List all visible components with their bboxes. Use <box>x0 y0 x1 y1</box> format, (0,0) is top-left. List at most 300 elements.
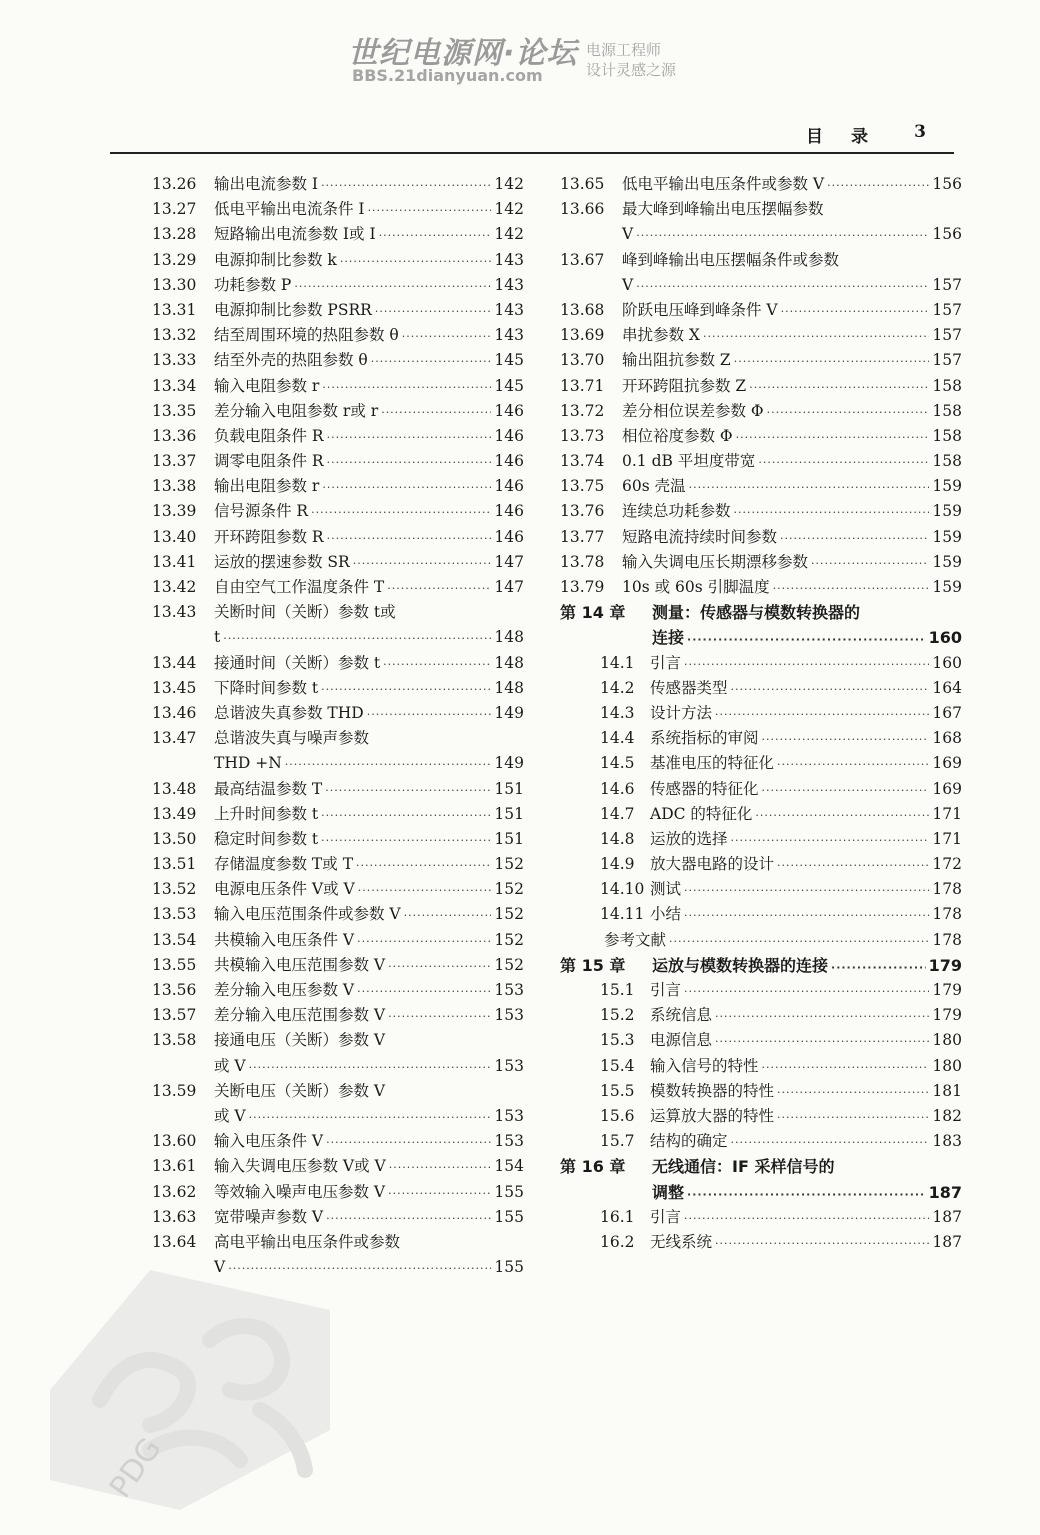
toc-entry-number: 13.73 <box>560 426 605 445</box>
toc-entry-number: 13.68 <box>560 300 605 319</box>
dot-leader <box>762 1055 930 1080</box>
header-title: 目录 <box>806 127 896 147</box>
dot-leader <box>371 349 492 374</box>
toc-entry-number: 15.1 <box>600 981 635 1000</box>
dot-leader <box>327 425 492 450</box>
toc-entry-number: 13.64 <box>152 1232 197 1251</box>
toc-entry-leader <box>622 449 962 475</box>
toc-entry-title: 引言 <box>650 653 682 672</box>
toc-entry-number: 13.51 <box>152 855 197 874</box>
toc-entry-page: 152 <box>494 930 524 949</box>
toc-entry-leader <box>214 575 524 601</box>
dot-leader <box>684 878 929 903</box>
toc-entry <box>152 777 524 802</box>
toc-entry-leader <box>214 172 524 198</box>
toc-entry-number: 13.32 <box>152 326 197 345</box>
dot-leader <box>358 878 492 903</box>
watermark-slogan-line: 设计灵感之源 <box>586 61 677 79</box>
dot-leader <box>684 903 929 928</box>
toc-entry-number: 16.2 <box>600 1232 635 1251</box>
toc-column-right <box>560 172 962 1255</box>
toc-entry-title-cont: 连接 <box>652 628 685 648</box>
site-watermark <box>348 28 708 92</box>
toc-entry-number: 13.69 <box>560 326 605 345</box>
toc-entry-title: 接通时间（关断）参数 t <box>214 653 381 672</box>
toc-entry-page: 147 <box>494 552 524 571</box>
toc-entry-number: 14.9 <box>600 855 635 874</box>
toc-entry-page: 167 <box>932 703 962 722</box>
toc-entry-number: 13.34 <box>152 376 197 395</box>
dot-leader <box>367 702 492 727</box>
toc-entry-leader <box>650 1129 962 1155</box>
toc-entry-leader <box>622 348 962 374</box>
toc-entry-title: 传感器类型 <box>650 678 728 697</box>
toc-entry-number: 13.40 <box>152 527 197 546</box>
toc-entry-page: 155 <box>494 1258 524 1277</box>
toc-entry-number: 13.55 <box>152 955 197 974</box>
toc-entry-leader <box>622 424 962 450</box>
toc-entry-leader <box>650 651 962 677</box>
dot-leader <box>402 324 492 349</box>
toc-entry <box>560 323 962 348</box>
toc-entry-number: 13.53 <box>152 905 197 924</box>
toc-entry-page: 148 <box>494 653 524 672</box>
toc-entry <box>152 600 524 650</box>
toc-entry <box>560 248 962 298</box>
toc-entry <box>152 474 524 499</box>
toc-entry-page: 164 <box>932 678 962 697</box>
dot-leader <box>777 752 929 777</box>
dot-leader <box>684 652 929 677</box>
toc-entry <box>152 978 524 1003</box>
toc-entry-leader <box>622 499 962 525</box>
page-number: 3 <box>914 122 926 142</box>
dot-leader <box>755 803 929 828</box>
toc-entry <box>152 1028 524 1078</box>
dot-leader <box>636 223 929 248</box>
dot-leader <box>689 475 930 500</box>
toc-entry-page: 157 <box>932 326 962 345</box>
toc-entry <box>560 449 962 474</box>
toc-entry-title: 输出电阻参数 r <box>214 477 320 496</box>
toc-entry-leader <box>652 953 962 980</box>
toc-entry-title: 差分输入电压范围参数 V <box>214 1006 386 1025</box>
toc-entry-leader <box>214 298 524 324</box>
dot-leader <box>357 929 491 954</box>
watermark-logo: 世纪电源网·论坛 <box>348 36 578 71</box>
toc-entry-page: 152 <box>494 955 524 974</box>
toc-entry-title: 无线通信：IF 采样信号的 <box>652 1157 835 1177</box>
dot-leader <box>388 954 491 979</box>
toc-entry <box>152 1079 524 1129</box>
toc-entry-number: 14.3 <box>600 703 635 722</box>
toc-entry-page: 178 <box>932 905 962 924</box>
toc-entry-title: 关断时间（关断）参数 t或 <box>214 603 396 622</box>
toc-entry <box>560 1104 962 1129</box>
toc-entry-page: 183 <box>932 1132 962 1151</box>
toc-entry-title: 最大峰到峰输出电压摆幅参数 <box>622 200 824 219</box>
toc-entry-page: 142 <box>494 225 524 244</box>
toc-entry-leader <box>214 1154 524 1180</box>
toc-column-left <box>152 172 524 1280</box>
toc-entry-leader <box>650 1003 962 1029</box>
toc-entry-number: 13.27 <box>152 200 197 219</box>
dot-leader <box>762 727 930 752</box>
toc-entry-number: 13.45 <box>152 678 197 697</box>
dot-leader <box>321 828 491 853</box>
toc-entry-title: 短路输出电流参数 I或 I <box>214 225 376 244</box>
toc-entry <box>560 172 962 197</box>
dot-leader <box>322 375 491 400</box>
dot-leader <box>731 1130 930 1155</box>
toc-entry-number: 13.39 <box>152 502 197 521</box>
toc-entry-page: 168 <box>932 729 962 748</box>
toc-entry-leader <box>622 550 962 576</box>
dot-leader <box>669 929 929 954</box>
dot-leader <box>327 450 492 475</box>
toc-entry <box>152 928 524 953</box>
toc-entry-leader <box>214 625 524 651</box>
dot-leader <box>379 223 492 248</box>
toc-entry-leader <box>622 172 962 198</box>
toc-entry-number: 13.42 <box>152 578 197 596</box>
toc-entry <box>560 676 962 701</box>
toc-entry-page: 142 <box>494 200 524 219</box>
dot-leader <box>749 375 929 400</box>
toc-entry <box>560 802 962 827</box>
toc-entry-title-cont: t <box>214 628 221 647</box>
toc-entry <box>152 1129 524 1154</box>
toc-entry-page: 159 <box>932 578 962 597</box>
toc-entry-number: 13.35 <box>152 401 197 420</box>
toc-entry-number: 15.4 <box>600 1056 635 1075</box>
dot-leader <box>715 702 929 727</box>
toc-entry-page: 146 <box>494 452 524 471</box>
toc-entry-page: 153 <box>494 1106 524 1125</box>
toc-entry-number: 14.8 <box>600 829 635 848</box>
toc-entry <box>560 777 962 802</box>
toc-entry-page: 159 <box>932 502 962 521</box>
toc-entry-title: 阶跃电压峰到峰条件 V <box>622 300 778 319</box>
toc-entry <box>560 852 962 877</box>
toc-entry-number: 第 14 章 <box>560 603 626 623</box>
toc-entry-number: 13.76 <box>560 502 605 521</box>
toc-entry-title: 功耗参数 P <box>214 275 292 294</box>
toc-entry-page: 157 <box>932 351 962 370</box>
toc-entry <box>560 1003 962 1028</box>
toc-entry-title: 信号源条件 R <box>214 502 309 521</box>
dot-leader <box>249 1055 492 1080</box>
toc-entry <box>560 374 962 399</box>
dot-leader <box>736 425 930 450</box>
toc-entry-page: 152 <box>494 905 524 924</box>
toc-entry <box>560 399 962 424</box>
dot-leader <box>684 979 929 1004</box>
dot-leader <box>780 526 929 551</box>
toc-entry-title: 结至周围环境的热阻参数 θ <box>214 326 399 345</box>
toc-entry-leader <box>214 802 524 828</box>
toc-entry-leader <box>650 852 962 878</box>
dot-leader <box>388 1181 491 1206</box>
toc-entry-number: 15.6 <box>600 1106 635 1125</box>
toc-entry-page: 157 <box>932 275 962 294</box>
toc-entry-title: 电源抑制比参数 PSRR <box>214 300 372 319</box>
dot-leader <box>321 803 491 828</box>
toc-entry-title-cont: 调整 <box>652 1182 685 1202</box>
toc-entry-number: 13.28 <box>152 225 197 244</box>
dot-leader <box>321 173 491 198</box>
toc-entry-leader <box>214 525 524 551</box>
toc-entry-title: 下降时间参数 t <box>214 678 319 697</box>
toc-entry-page: 155 <box>494 1182 524 1201</box>
toc-entry-title: 自由空气工作温度条件 T <box>214 578 385 596</box>
toc-entry-title-cont: THD +N <box>214 754 282 773</box>
toc-entry-number: 13.67 <box>560 250 605 269</box>
dot-leader <box>715 1231 929 1256</box>
toc-entry-title: 差分相位误差参数 Φ <box>622 401 764 420</box>
toc-entry-number: 第 15 章 <box>560 955 626 975</box>
toc-entry-number: 14.1 <box>600 653 635 672</box>
toc-entry-page: 172 <box>932 855 962 874</box>
dot-leader <box>767 400 930 425</box>
toc-entry-title: 运放的摆速参数 SR <box>214 552 350 571</box>
dot-leader <box>368 198 492 223</box>
toc-entry <box>152 852 524 877</box>
toc-entry-leader <box>650 777 962 803</box>
dot-leader <box>777 853 929 878</box>
toc-entry-page: 159 <box>932 552 962 571</box>
toc-entry-leader <box>214 651 524 677</box>
toc-entry-number: 13.29 <box>152 250 197 269</box>
toc-entry-number: 13.70 <box>560 351 605 370</box>
toc-entry-title: 模数转换器的特性 <box>650 1081 775 1100</box>
toc-entry-number: 13.79 <box>560 578 605 597</box>
toc-entry-number: 14.10 <box>600 880 645 899</box>
toc-entry-leader <box>214 449 524 475</box>
toc-entry-page: 157 <box>932 300 962 319</box>
toc-entry-title: 峰到峰输出电压摆幅条件或参数 <box>622 250 840 269</box>
dot-leader <box>636 274 929 299</box>
toc-entry-leader <box>214 197 524 223</box>
toc-entry <box>560 726 962 751</box>
toc-entry-title: 总谐波失真与噪声参数 <box>214 729 370 748</box>
toc-entry-number: 13.44 <box>152 653 197 672</box>
toc-entry-leader <box>214 374 524 400</box>
toc-entry-page: 178 <box>932 930 962 949</box>
toc-entry-number: 13.31 <box>152 300 197 319</box>
toc-entry <box>560 902 962 927</box>
toc-entry-number: 13.56 <box>152 981 197 1000</box>
toc-entry-page: 146 <box>494 426 524 445</box>
toc-entry <box>560 474 962 499</box>
toc-entry <box>560 1230 962 1255</box>
toc-entry <box>152 1205 524 1230</box>
toc-entry <box>152 902 524 927</box>
toc-entry-title-cont: 或 V <box>214 1056 246 1075</box>
toc-entry <box>152 197 524 222</box>
toc-entry-title-cont: 或 V <box>214 1106 246 1125</box>
toc-entry-leader <box>214 978 524 1004</box>
toc-entry-leader <box>214 1104 524 1130</box>
toc-entry-title: 结至外壳的热阻参数 θ <box>214 351 368 370</box>
toc-entry-page: 153 <box>494 981 524 1000</box>
dot-leader <box>734 349 930 374</box>
toc-entry-number: 13.72 <box>560 401 605 420</box>
toc-entry-page: 179 <box>932 981 962 1000</box>
toc-entry-page: 187 <box>932 1207 962 1226</box>
toc-entry <box>560 348 962 373</box>
toc-entry-leader <box>214 273 524 299</box>
toc-entry-page: 146 <box>494 401 524 420</box>
toc-entry-leader <box>214 777 524 803</box>
toc-entry-title: 电源信息 <box>650 1031 713 1050</box>
toc-entry-number: 13.33 <box>152 351 197 370</box>
dot-leader <box>777 1080 929 1105</box>
dot-leader <box>356 853 491 878</box>
toc-entry <box>560 651 962 676</box>
toc-entry-title: 差分输入电阻参数 r或 r <box>214 401 379 420</box>
toc-entry-number: 13.47 <box>152 729 197 748</box>
toc-entry <box>152 424 524 449</box>
toc-entry-title: 输入失调电压长期漂移参数 <box>622 552 809 571</box>
toc-chapter-entry <box>560 1154 962 1204</box>
toc-entry-number: 13.60 <box>152 1132 197 1151</box>
toc-entry-leader <box>622 273 962 299</box>
toc-entry-leader <box>214 348 524 374</box>
toc-entry-number: 14.5 <box>600 754 635 773</box>
toc-entry-number: 13.26 <box>152 175 197 193</box>
toc-entry-number: 13.37 <box>152 452 197 471</box>
toc-entry-page: 142 <box>494 175 524 193</box>
toc-entry-number: 13.38 <box>152 477 197 496</box>
toc-entry-title: 低电平输出电压条件或参数 V <box>622 175 825 193</box>
toc-entry <box>152 676 524 701</box>
dot-leader <box>773 576 930 601</box>
dot-leader <box>811 551 929 576</box>
toc-entry-title: 运算放大器的特性 <box>650 1106 775 1125</box>
toc-entry-page: 148 <box>494 628 524 647</box>
toc-entry-leader <box>214 676 524 702</box>
toc-entry-page: 143 <box>494 300 524 319</box>
dot-leader <box>322 475 491 500</box>
toc-entry-number: 15.7 <box>600 1132 635 1151</box>
dot-leader <box>381 400 491 425</box>
dot-leader <box>687 1182 926 1207</box>
toc-entry-number: 13.71 <box>560 376 605 395</box>
toc-entry-title: 调零电阻条件 R <box>214 452 324 471</box>
toc-entry <box>560 1129 962 1154</box>
dot-leader <box>375 299 492 324</box>
dot-leader <box>353 551 492 576</box>
toc-entry-title: 传感器的特征化 <box>650 779 759 798</box>
toc-entry-leader <box>622 525 962 551</box>
dot-leader <box>404 903 492 928</box>
dot-leader <box>731 677 930 702</box>
toc-entry-number: 14.6 <box>600 779 635 798</box>
toc-entry-title: 0.1 dB 平坦度带宽 <box>622 452 756 471</box>
dot-leader <box>325 778 491 803</box>
page-header <box>110 118 954 154</box>
toc-entry <box>152 348 524 373</box>
toc-entry-number: 13.61 <box>152 1157 197 1176</box>
toc-entry-title: 输入信号的特性 <box>650 1056 759 1075</box>
toc-entry-leader <box>650 802 962 828</box>
toc-entry-leader <box>622 298 962 324</box>
toc-entry-leader <box>214 323 524 349</box>
toc-entry-leader <box>214 1180 524 1206</box>
toc-entry <box>152 1003 524 1028</box>
toc-entry-page: 147 <box>494 578 524 596</box>
toc-entry-title: 60s 壳温 <box>622 477 686 496</box>
toc-entry-leader <box>650 902 962 928</box>
toc-entry <box>152 374 524 399</box>
toc-entry-leader <box>214 424 524 450</box>
toc-entry-leader <box>214 877 524 903</box>
toc-entry <box>560 525 962 550</box>
toc-entry-title: 小结 <box>650 905 682 924</box>
toc-entry-leader <box>650 751 962 777</box>
toc-entry-title: 系统指标的审阅 <box>650 729 759 748</box>
toc-entry-page: 143 <box>494 275 524 294</box>
toc-entry-number: 16.1 <box>600 1207 635 1226</box>
toc-entry-title: 开环跨阻参数 R <box>214 527 324 546</box>
dot-leader <box>827 173 929 198</box>
toc-entry <box>560 827 962 852</box>
dot-leader <box>715 1004 929 1029</box>
toc-entry-leader <box>650 676 962 702</box>
toc-entry-title: 参考文献 <box>604 930 667 949</box>
toc-entry-leader <box>214 902 524 928</box>
toc-entry-number: 13.50 <box>152 829 197 848</box>
dot-leader <box>715 1029 929 1054</box>
toc-entry-number: 14.7 <box>600 804 635 823</box>
toc-entry-number: 13.59 <box>152 1081 197 1100</box>
toc-entry-title: 连续总功耗参数 <box>622 502 731 521</box>
toc-entry-leader <box>214 827 524 853</box>
toc-entry-page: 152 <box>494 880 524 899</box>
toc-entry-page: 179 <box>932 1006 962 1025</box>
toc-entry <box>560 298 962 323</box>
toc-entry <box>560 928 962 953</box>
toc-entry-number: 13.57 <box>152 1006 197 1025</box>
toc-entry <box>152 273 524 298</box>
toc-entry-number: 13.41 <box>152 552 197 571</box>
toc-entry-title: 共模输入电压范围参数 V <box>214 955 386 974</box>
toc-entry-page: 155 <box>494 1207 524 1226</box>
toc-entry-page: 153 <box>494 1056 524 1075</box>
toc-entry-title: 运放的选择 <box>650 829 728 848</box>
toc-entry-page: 187 <box>932 1232 962 1251</box>
toc-entry-number: 13.49 <box>152 804 197 823</box>
dot-leader <box>321 677 491 702</box>
toc-entry-leader <box>622 575 962 601</box>
toc-entry-title: 宽带噪声参数 V <box>214 1207 324 1226</box>
dot-leader <box>387 576 491 601</box>
toc-entry <box>152 172 524 197</box>
toc-entry-page: 160 <box>928 628 962 648</box>
toc-entry-title-cont: V <box>214 1258 226 1277</box>
toc-entry-leader <box>622 399 962 425</box>
dot-leader <box>285 752 492 777</box>
toc-entry-leader <box>650 1054 962 1080</box>
toc-entry-leader <box>214 751 524 777</box>
toc-chapter-entry <box>560 953 962 978</box>
toc-entry-page: 149 <box>494 703 524 722</box>
dot-leader <box>734 500 930 525</box>
toc-entry <box>560 1028 962 1053</box>
toc-entry-page: 158 <box>932 401 962 420</box>
toc-entry-number: 13.36 <box>152 426 197 445</box>
